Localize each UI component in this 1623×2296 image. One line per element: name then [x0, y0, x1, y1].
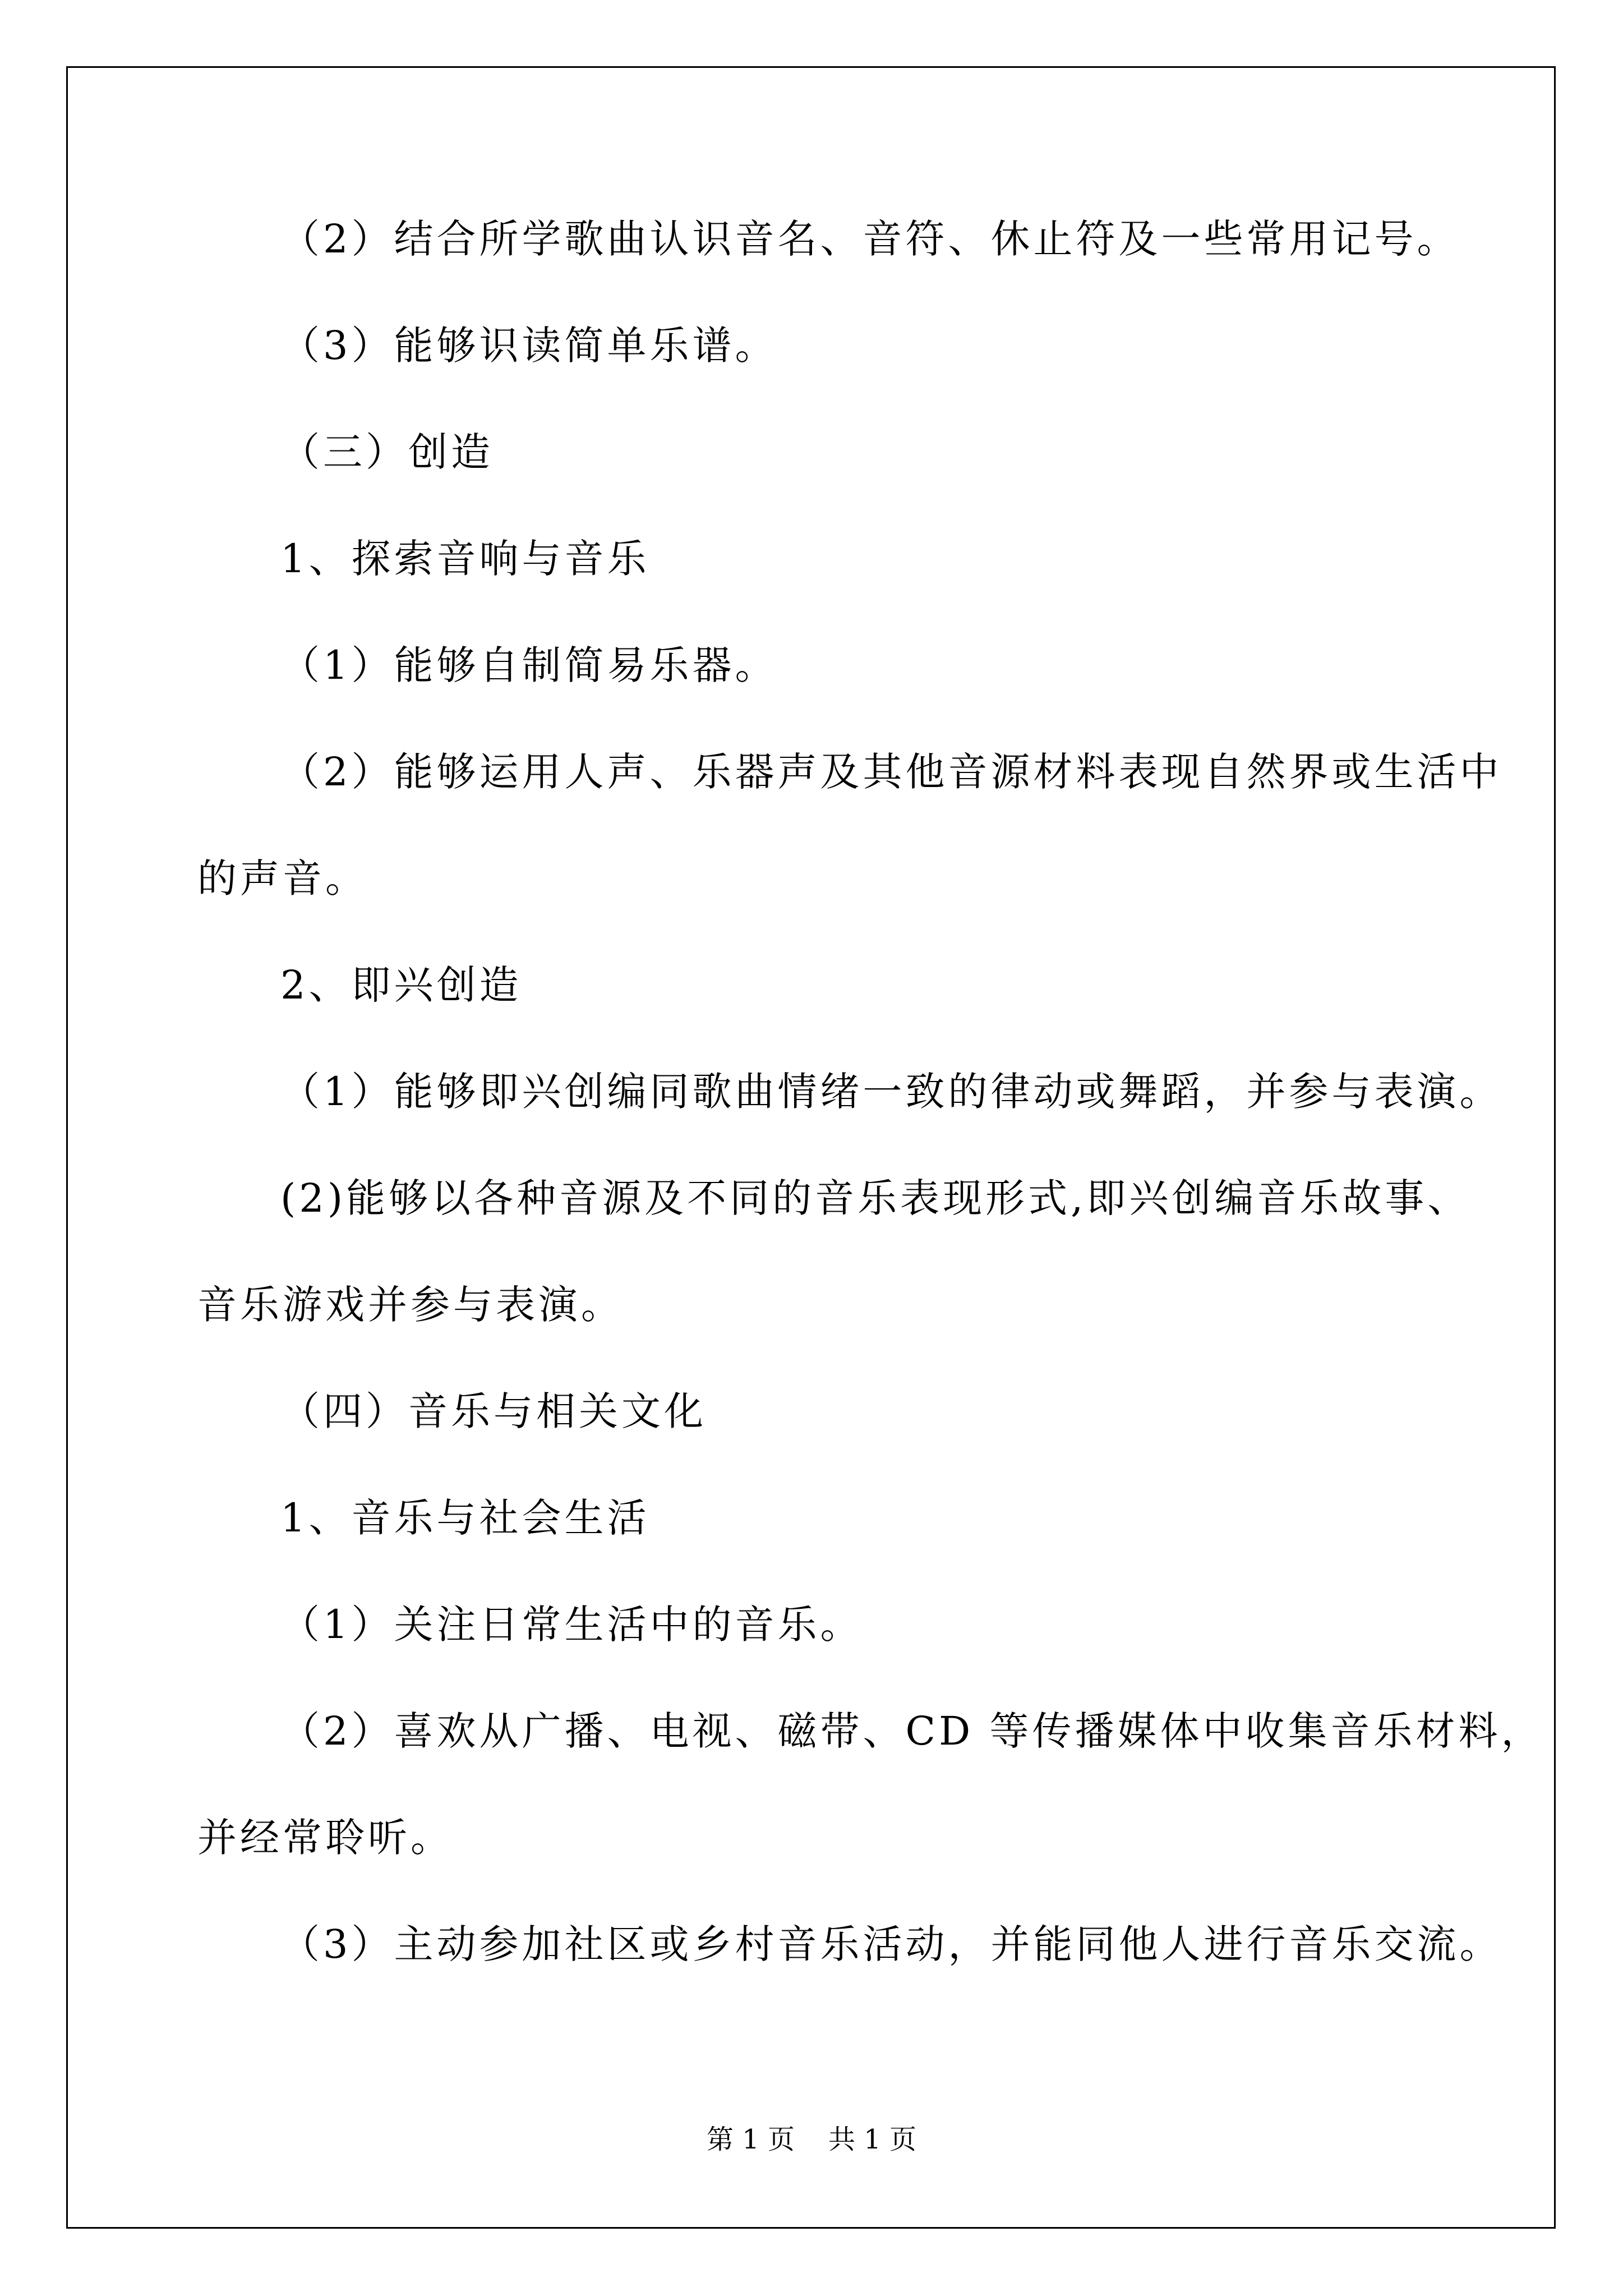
paragraph-line: （2）喜欢从广播、电视、磁带、CD 等传播媒体中收集音乐材料，	[280, 1708, 1544, 1754]
paragraph-line: （3）主动参加社区或乡村音乐活动，并能同他人进行音乐交流。	[280, 1921, 1502, 1967]
paragraph-line: 并经常聆听。	[197, 1815, 453, 1861]
page-number: 第 1 页	[706, 2124, 795, 2155]
paragraph-line: 的声音。	[197, 855, 368, 901]
paragraph-line: （3）能够识读简单乐谱。	[280, 323, 778, 369]
paragraph-line: (2)能够以各种音源及不同的音乐表现形式,即兴创编音乐故事、	[280, 1175, 1470, 1221]
paragraph-line: （1）关注日常生活中的音乐。	[280, 1602, 863, 1648]
paragraph-line: 音乐游戏并参与表演。	[197, 1282, 624, 1328]
paragraph-line: （2）结合所学歌曲认识音名、音符、休止符及一些常用记号。	[280, 216, 1460, 262]
page-total: 共 1 页	[828, 2124, 917, 2155]
section-heading: （三）创造	[280, 429, 494, 475]
paragraph-line: （2）能够运用人声、乐器声及其他音源材料表现自然界或生活中	[280, 749, 1502, 795]
section-heading: （四）音乐与相关文化	[280, 1388, 707, 1434]
subsection-heading: 2、即兴创造	[280, 962, 522, 1008]
page-border	[66, 66, 1556, 2229]
subsection-heading: 1、音乐与社会生活	[280, 1495, 650, 1541]
page-footer	[0, 2123, 1623, 2156]
paragraph-line: （1）能够即兴创编同歌曲情绪一致的律动或舞蹈，并参与表演。	[280, 1069, 1502, 1115]
paragraph-line: （1）能够自制简易乐器。	[280, 642, 778, 688]
subsection-heading: 1、探索音响与音乐	[280, 536, 650, 582]
